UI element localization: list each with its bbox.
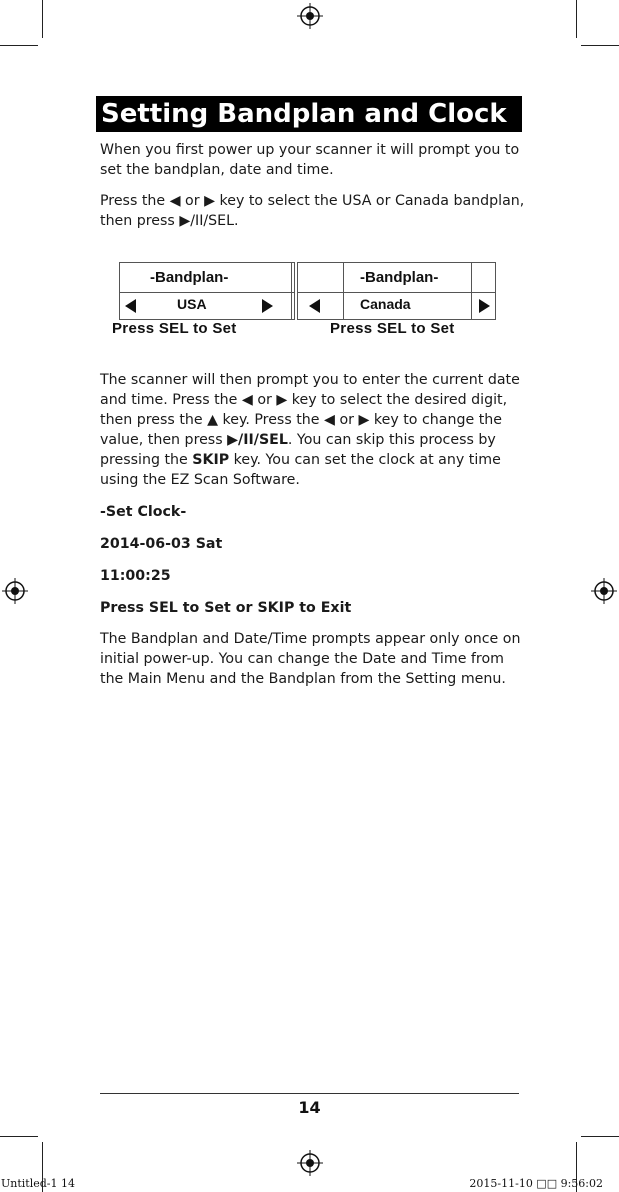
screen-line: 11:00:25 [100, 568, 171, 584]
lcd-frame [119, 262, 295, 320]
clock-text-part: The scanner will then prompt you to enter the current date and time. Press the ◀ or ▶ key to select the desired digit, then press the ▲ key. Press the ◀ or ▶ key to change the value, then press [100, 372, 520, 448]
clock-text-part: . You can skip this process by pressing the [100, 432, 496, 468]
page-title: Setting Bandplan and Clock [96, 96, 522, 132]
crop-mark [0, 45, 38, 46]
lcd-header: -Bandplan- [360, 269, 439, 286]
screen-line: 2014-06-03 Sat [100, 536, 223, 552]
instruction-paragraph: Press the ◀ or ▶ key to select the USA or Canada bandplan, then press ▶/II/SEL. [100, 193, 525, 229]
key-sel: ▶/II/SEL [227, 432, 288, 448]
intro-paragraph: When you first power up your scanner it will prompt you to set the bandplan, date and time. [100, 142, 520, 178]
crop-mark [581, 1136, 619, 1137]
registration-mark-icon [297, 1150, 323, 1176]
right-arrow-icon [479, 299, 490, 313]
crop-mark [42, 0, 43, 38]
left-arrow-icon [309, 299, 320, 313]
crop-mark [0, 1136, 38, 1137]
crop-mark [581, 45, 619, 46]
registration-mark-icon [297, 3, 323, 29]
screen-line: Press SEL to Set or SKIP to Exit [100, 600, 352, 616]
lcd-value: USA [177, 296, 207, 312]
lcd-screen-usa [112, 262, 297, 342]
left-arrow-icon [125, 299, 136, 313]
note-paragraph: The Bandplan and Date/Time prompts appear only once on initial power-up. You can change the Date and Time from the Main Menu and the Bandplan from the Setting menu. [100, 631, 521, 687]
footer-rule [100, 1093, 519, 1094]
slug-left: Untitled-1 14 [1, 1177, 75, 1190]
lcd-value: Canada [360, 296, 411, 312]
clock-paragraph [100, 370, 525, 490]
registration-mark-icon [2, 578, 28, 604]
lcd-frame [297, 262, 496, 320]
page-number: 14 [298, 1098, 321, 1117]
lcd-footer: Press SEL to Set [330, 320, 455, 337]
screen-line: -Set Clock- [100, 504, 187, 520]
right-arrow-icon [262, 299, 273, 313]
lcd-footer: Press SEL to Set [112, 320, 237, 337]
lcd-screen-canada [297, 262, 509, 342]
lcd-header: -Bandplan- [150, 269, 229, 286]
key-skip: SKIP [192, 452, 230, 468]
crop-mark [576, 0, 577, 38]
slug-right: 2015-11-10 □□ 9:56:02 [469, 1177, 603, 1190]
clock-text-part: key. You can set the clock at any time using the EZ Scan Software. [100, 452, 501, 488]
registration-mark-icon [591, 578, 617, 604]
